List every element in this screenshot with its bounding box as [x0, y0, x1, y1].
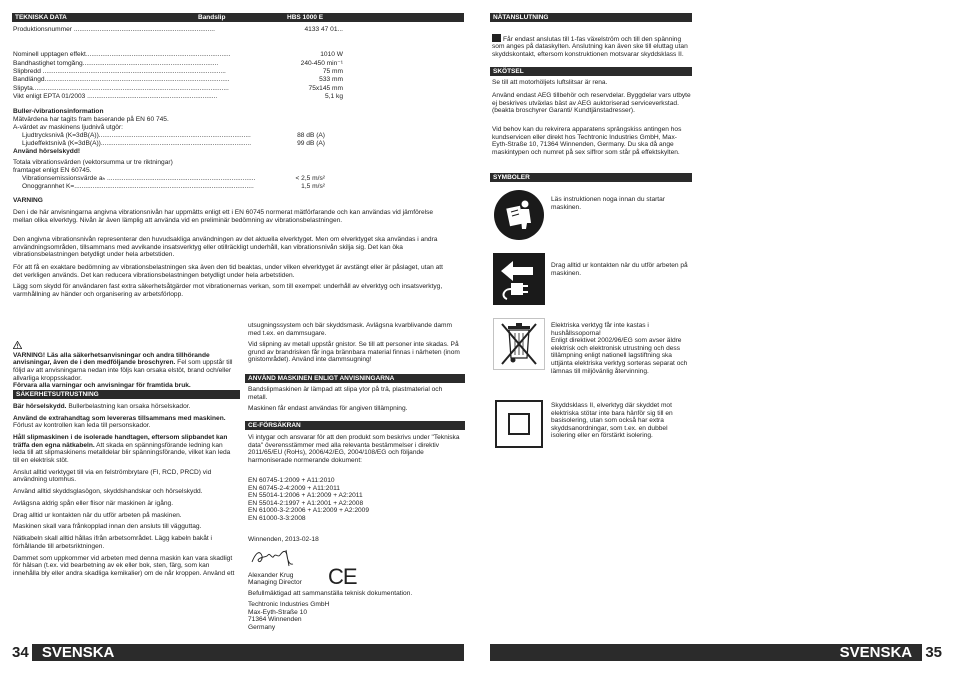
page-footer-35 [490, 644, 942, 661]
safety-item-text: Nätkabeln skall alltid hållas ifrån arbetsområdet. Lägg kabeln bakåt i förhållande till arbetsriktningen. [13, 535, 213, 550]
authorized-text: Befullmäktigad att sammanställa teknisk dokumentation. [248, 590, 413, 597]
spec-label: Nominell upptagen effekt............................................................................... [13, 51, 231, 59]
safety-item-text: Använd alltid skyddsglasögon, skyddshandskar och hörselskydd. [13, 488, 203, 496]
spec-row [13, 60, 343, 68]
mains-connection-text [492, 26, 692, 58]
model-type: Bandslip [198, 14, 226, 21]
safety-item [13, 403, 235, 411]
signer-title: Managing Director [248, 579, 302, 586]
maintenance-header: SKÖTSEL [490, 67, 692, 76]
spec-label: Slipyta........................................................................................................... [13, 84, 229, 92]
noise-row [22, 140, 325, 148]
noise-value: 99 dB (A) [297, 140, 325, 147]
intended-use-text-2: Maskinen får endast användas för angiven tillämpning. [248, 405, 408, 412]
mains-connection-header: NÄTANSLUTNING [490, 13, 692, 22]
maintenance-text-3: Vid behov kan du rekvirera apparatens sprängskiss antingen hos kundservicen eller direkt hos Techtronic Industries GmbH, Max-Eyth-Straße 10, 71364 Winnenden, Germany. Du ska då ange maskintypen och numret på sex siffror som står på effektskylten. [492, 126, 682, 156]
intended-use-text-1: Bandslipmaskinen är lämpad att slipa ytor på trä, plastmaterial och metall. [248, 386, 443, 401]
noise-label: Ljudeffektsnivå (K=3dB(A)).................................................................................. [22, 140, 252, 147]
safety-item-text: Drag alltid ur kontakten när du utför arbeten på maskinen. [13, 511, 182, 519]
spec-label: Produktionsnummer ............................................................................. [13, 26, 215, 33]
plug-symbol-icon [492, 34, 501, 42]
noise-row [22, 132, 325, 140]
safety-item-bold: Använd de extrahandtag som levereras tillsammans med maskinen. [13, 414, 226, 422]
ce-declaration-text: Vi intygar och ansvarar för att den produkt som beskrivs under "Tekniska data" överensstämmer med alla relevanta bestämmelser i direktiv 2011/65/EU (RoHs), 2006/42/EG, 2004/108/EG och följande harmoniserade normerande dokument: [248, 434, 460, 464]
safety-item [13, 500, 235, 508]
symbols-header: SYMBOLER [490, 173, 692, 182]
weee-bin-icon [493, 318, 545, 370]
warning-normal-text: Fel som uppstår till följd av att anvisningarna nedan inte följs kan orsaka elstöt, brand och/eller allvarliga kroppsskador. [13, 359, 233, 382]
symbol-read-manual-text: Läs instruktionen noga innan du startar maskinen. [551, 196, 665, 211]
metal-sparks-text: Vid slipning av metall uppstår gnistor. Se till att personer inte skadas. På grund av brandrisken får inga brännbara material finnas i närheten (inom gnistområdet). Använd inte dammsugning! [248, 341, 460, 364]
safety-warning [13, 326, 233, 397]
safety-item [13, 415, 235, 430]
signature [250, 546, 300, 573]
signer-name: Alexander Krug [248, 572, 294, 579]
page-number: 35 [922, 644, 942, 661]
warning-triangle-icon [13, 334, 22, 352]
safety-list [13, 403, 235, 582]
vibration-intro: Totala vibrationsvärden (vektorsumma ur tre riktningar) framtaget enligt EN 60745. [13, 159, 173, 174]
language-label: SVENSKA [41, 644, 115, 661]
vibration-value: 1,5 m/s² [301, 183, 325, 190]
safety-item [13, 469, 235, 484]
language-label: SVENSKA [839, 644, 913, 661]
ce-mark-icon: CE [328, 564, 357, 589]
safety-item-text: Bullerbelastning kan orsaka hörselskador. [66, 403, 191, 410]
safety-item-text: Förlust av kontrollen kan leda till personskador. [13, 422, 151, 430]
spec-row [13, 68, 343, 76]
model-name: HBS 1000 E [287, 14, 324, 21]
spec-value: 1010 W [320, 51, 343, 59]
varning-paragraph-1: Den i de här anvisningarna angivna vibrationsnivån har uppmätts enligt ett i EN 60745 normerat mätförfarande och kan användas vid jämförelse mellan olika elverktyg. Nivån är även lämplig att använda vid en preliminär bedömning av vibrationsbelastningen. [13, 209, 434, 224]
safety-item-text: Anslut alltid verktyget till via en felströmbrytare (FI, RCD, PRCD) vid användning utomhus. [13, 468, 212, 484]
vibration-row [22, 175, 325, 183]
varning-paragraph-3: För att få en exaktare bedömning av vibrationsbelastningen ska även den tid beaktas, under vilken elverktyget är avstängt eller är påslaget, utan att det verkligen används. Det kan reducera vibrationsbelastningen betydligt under hela arbetstiden. [13, 264, 443, 279]
spec-row [13, 93, 343, 101]
spec-value: 75x145 mm [308, 84, 343, 92]
vibration-value: < 2,5 m/s² [295, 175, 325, 182]
spec-label: Bandhastighet tomgång.......................................................................... [13, 59, 219, 67]
mains-text-body: Får endast anslutas till 1-fas växelström och till den spänning som anges på dataskylten. Anslutning kan även ske till eluttag utan skyddskontakt, eftersom konstruktionen motsvarar skyddsklass II. [492, 35, 688, 58]
symbol-class2-text: Skyddsklass II, elverktyg där skyddet mot elektriska stötar inte bara hänför sig till en basisolering, utan som också har extra skyddsanordningar, som t.ex. en dubbel isolering eller en förstärkt isolering. [551, 402, 673, 440]
spec-value: 533 mm [319, 76, 343, 84]
safety-item-text: Maskinen skall vara frånkopplad innan den ansluts till vägguttag. [13, 523, 202, 531]
page-footer-34 [12, 644, 464, 661]
spec-label: Vikt enligt EPTA 01/2003 ....................................................................... [13, 93, 218, 101]
maintenance-text-2: Använd endast AEG tillbehör och reservdelar. Byggdelar vars utbyte ej beskrives utväxlas bäst av AEG auktoriserad serviceverkstad. (beakta broschyrer Garanti/ Kundtjänstadresser). [492, 92, 691, 115]
tech-data-title: TEKNISKA DATA [15, 14, 67, 21]
safety-item-text: Avlägsna aldrig spån eller flisor när maskinen är igång. [13, 499, 174, 507]
symbol-unplug-text: Drag alltid ur kontakten när du utför arbeten på maskinen. [551, 262, 688, 277]
safety-item [13, 512, 235, 520]
safety-item [13, 434, 235, 464]
safety-item [13, 555, 235, 578]
safety-equipment-header: SÄKERHETSUTRUSTNING [13, 390, 240, 399]
spec-label: Slipbredd .................................................................................................... [13, 68, 226, 75]
intended-use-header: ANVÄND MASKINEN ENLIGT ANVISNINGARNA [245, 374, 465, 383]
safety-item [13, 488, 235, 496]
dust-extraction-text: utsugningssystem och bär skyddsmask. Avlägsna kvarblivande damm med t.ex. en dammsugare. [248, 322, 453, 337]
noise-intro: Mätvärdena har tagits fram baserande på EN 60 745. A-värdet av maskinens ljudnivå utgör: [13, 116, 169, 131]
spec-value: 4133 47 01... [304, 26, 343, 33]
symbol-weee-text: Elektriska verktyg får inte kastas i hushållssoporna! Enligt direktivet 2002/96/EG som avser äldre elektrisk och elektronisk utrustning och dess tillämpning enligt nationell lagstiftning ska uttjänta elektriska verktyg sorteras separat och lämnas till miljövänlig återvinning. [551, 322, 688, 375]
unplug-icon [493, 253, 545, 305]
ce-norms-list: EN 60745-1:2009 + A11:2010 EN 60745-2-4:2009 + A11:2011 EN 55014-1:2006 + A1:2009 + A2:2011 EN 55014-2:1997 + A1:2001 + A2:2008 EN 61000-3-2:2006 + A1:2009 + A2:2009 EN 61000-3-3:2008 [248, 477, 369, 522]
vibration-row [22, 183, 325, 191]
page-number: 34 [12, 644, 32, 661]
read-manual-icon [493, 189, 545, 241]
safety-item-text: Att skada en spänningsförande ledning kan leda till att slipmaskinens metalldelar blir spänningsförande, vilket kan leda till en elektrisk stöt. [13, 441, 231, 464]
safety-item [13, 535, 235, 550]
page-35 [477, 0, 954, 677]
tech-data-header [12, 13, 464, 22]
noise-title: Buller-/vibrationsinformation [13, 108, 104, 115]
spec-value: 240-450 min⁻¹ [300, 59, 343, 67]
safety-item-bold: Håll slipmaskinen i de isolerade handtagen, eftersom slipbandet kan träffa den egna nätkabeln. [13, 434, 228, 449]
varning-paragraph-4: Lägg som skydd för användaren fast extra säkerhetsåtgärder mot vibrationernas verkan, som till exempel: underhåll av elverktyg och insatsverktyg, varmhållning av händer och organisering av arbetsförlopp. [13, 283, 443, 298]
hearing-protection: Använd hörselskydd! [13, 148, 81, 155]
keep-instructions-text: Förvara alla varningar och anvisningar för framtida bruk. [13, 382, 191, 390]
maintenance-text-1: Se till att motorhöljets luftslitsar är rena. [492, 79, 608, 86]
spec-row [13, 76, 343, 84]
warning-bold-text: VARNING! Läs alla säkerhetsanvisningar och andra tillhörande anvisningar, även de i den medföljande broschyren. [13, 351, 210, 367]
noise-value: 88 dB (A) [297, 132, 325, 139]
spec-label: Bandlängd..................................................................................................... [13, 76, 230, 84]
varning-paragraph-2: Den angivna vibrationsnivån representerar den huvudsakliga användningen av det aktuella elverktyget. Men om elverktyget ska användas i andra användningsområden, tillsammans med avvikande insatsverktyg eller otillräckligt underhåll, kan vibrationsnivån skilja sig. Det kan öka vibrationsbelastningen betydligt under hela arbetstiden. [13, 236, 438, 259]
ce-declaration-header: CE-FÖRSÄKRAN [245, 421, 465, 430]
company-address: Techtronic Industries GmbH Max-Eyth-Straße 10 71364 Winnenden Germany [248, 601, 330, 631]
spec-row [13, 26, 343, 34]
vibration-label: Onoggrannhet K=.................................................................................................. [22, 183, 254, 190]
vibration-label: Vibrationsemissionsvärde aₕ ................................................................................. [22, 175, 256, 182]
varning-title: VARNING [13, 197, 43, 204]
safety-item-text: Dammet som uppkommer vid arbeten med denna maskin kan vara skadligt för hälsan (t.ex. vid bearbetning av ek eller bok, sten, färg, som kan innehålla bly eller andra skadliga kemikalier) om de når kroppen. Använd ett [13, 554, 235, 577]
spec-row [13, 51, 343, 59]
spec-value: 5,1 kg [325, 93, 343, 101]
safety-item-bold: Bär hörselskydd. [13, 403, 67, 410]
double-insulation-icon [493, 398, 545, 450]
spec-row [13, 85, 343, 93]
ce-place-date: Winnenden, 2013-02-18 [248, 536, 319, 543]
spec-value: 75 mm [322, 68, 343, 75]
noise-label: Ljudtrycksnivå (K=3dB(A))................................................................................... [22, 132, 251, 139]
safety-item [13, 523, 235, 531]
